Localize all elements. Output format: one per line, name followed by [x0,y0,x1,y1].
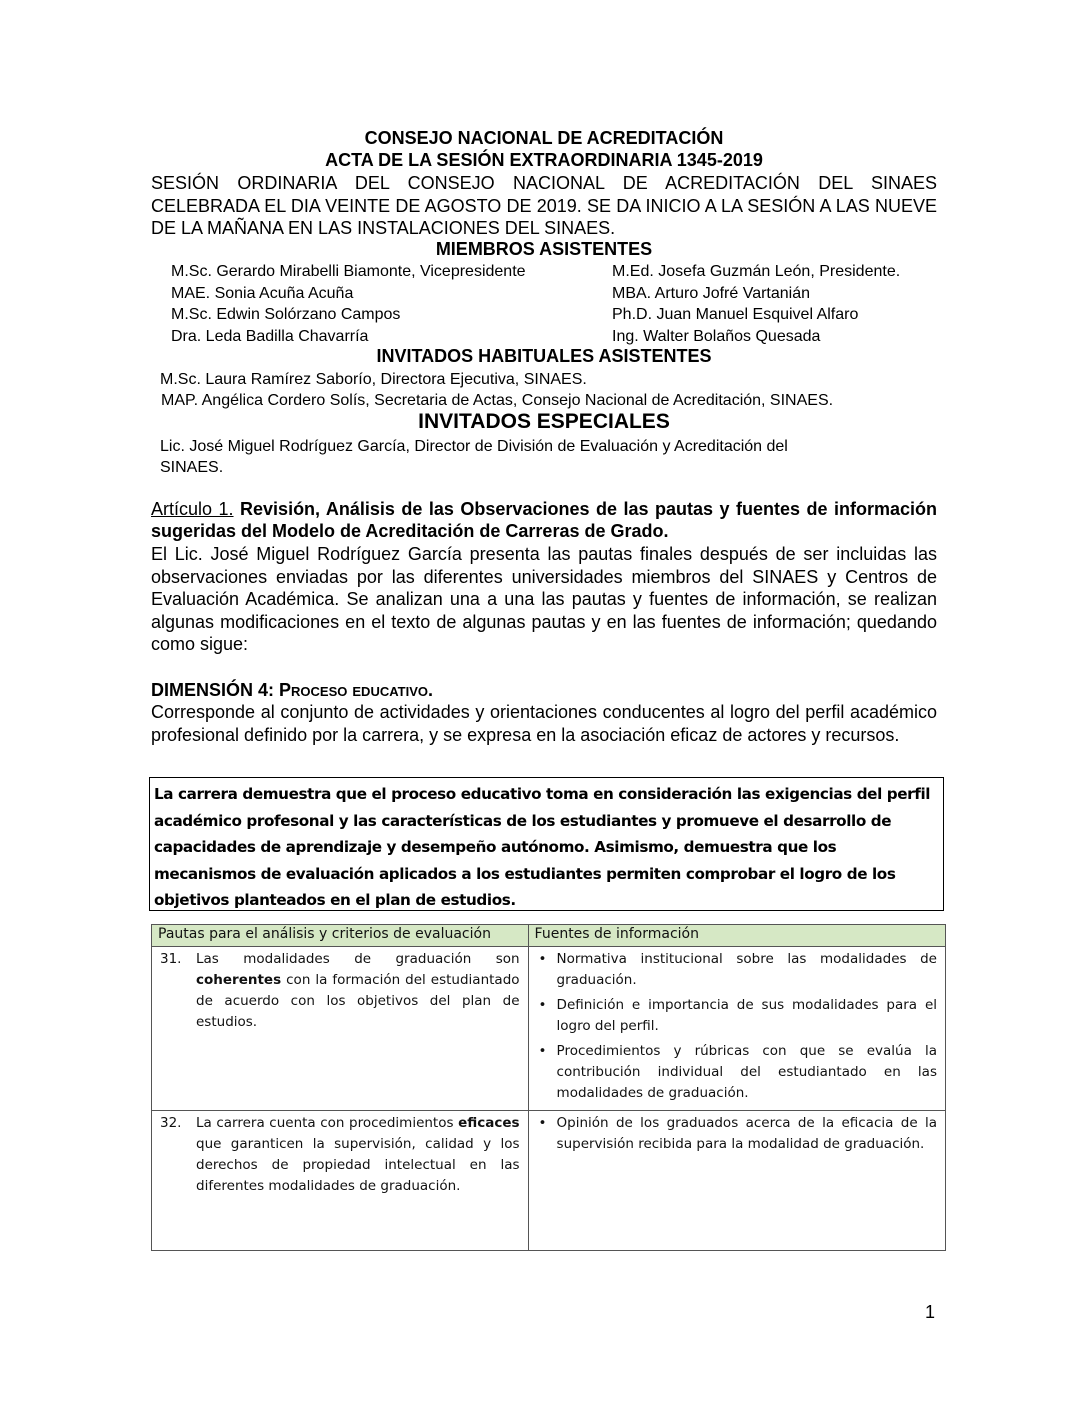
table-header-row [152,925,946,947]
guests-list [160,369,833,411]
member-name: MBA. Arturo Jofré Vartanián [612,284,811,302]
list-item: • Opinión de los graduados acerca de la eficacia de la supervisión recibida para la modalidad de graduación. [557,1113,937,1155]
special-guest-line: SINAES. [160,459,224,476]
article-body: El Lic. José Miguel Rodríguez García presenta las pautas finales después de ser incluidas las observaciones enviadas por las diferentes universidades miembros del SINAES y Centros de Evaluación Académica. Se analizan una a una las pautas y fuentes de información, se realizan algunas modificaciones en el texto de algunas pautas y en las fuentes de información; quedando como sigue: [151,544,937,654]
session-intro: SESIÓN ORDINARIA DEL CONSEJO NACIONAL DE ACREDITACIÓN DEL SINAES CELEBRADA EL DIA VEINTE DE AGOSTO DE 2019. SE DA INICIO A LA SESIÓN A LAS NUEVE DE LA MAÑANA EN LAS INSTALACIONES DEL SINAES. [151,173,937,238]
members-right-column [612,261,900,347]
dimension-description: Corresponde al conjunto de actividades y orientaciones conducentes al logro del perfil académico profesional definido por la carrera, y se expresa en la asociación eficaz de actores y recursos. [151,702,937,745]
member-name: M.Sc. Gerardo Mirabelli Biamonte, Vicepresidente [171,263,526,280]
member-name: Ing. Walter Bolaños Quesada [612,327,821,345]
list-item: • Definición e importancia de sus modalidades para el logro del perfil. [557,995,937,1037]
criterion-number: 32. [160,1115,182,1131]
guest-name: M.Sc. Laura Ramírez Saborío, Directora Ejecutiva, SINAES. [160,371,587,388]
list-item: • Procedimientos y rúbricas con que se evalúa la contribución individual del estudiantado en las modalidades de graduación. [557,1041,937,1104]
special-guests-list [160,436,788,478]
dimension-label: DIMENSIÓN 4: [151,680,275,700]
special-guest-line: Lic. José Miguel Rodríguez García, Director de División de Evaluación y Acreditación del [160,438,788,455]
sources-cell [528,947,945,1111]
article-heading [151,498,937,542]
page-number: 1 [925,1302,936,1322]
guest-name: MAP. Angélica Cordero Solís, Secretaria de Actas, Consejo Nacional de Acreditación, SINAES. [161,392,834,409]
sources-list [537,1113,937,1155]
guests-heading: INVITADOS HABITUALES ASISTENTES [376,346,712,366]
member-name: MAE. Sonia Acuña Acuña [171,284,354,302]
member-name: M.Ed. Josefa Guzmán León, Presidente. [612,263,901,280]
column-header-sources: Fuentes de información [528,925,945,947]
sources-cell [528,1111,945,1251]
column-header-criteria: Pautas para el análisis y criterios de evaluación [152,925,529,947]
criterion-text: Las modalidades de graduación son coherentes con la formación del estudiantado de acuerdo con los objetivos del plan de estudios. [196,951,520,1030]
council-title: CONSEJO NACIONAL DE ACREDITACIÓN [364,128,724,148]
article-title: Revisión, Análisis de las Observaciones de las pautas y fuentes de información sugeridas del Modelo de Acreditación de Carreras de Grado. [151,499,937,541]
member-name: M.Sc. Edwin Solórzano Campos [171,306,401,323]
standard-box: La carrera demuestra que el proceso educativo toma en consideración las exigencias del perfil académico profesonal y las características de los estudiantes y promueve el desarrollo de capacidades de aprendizaje y desempeño autónomo. Asimismo, demuestra que los mecanismos de evaluación aplicados a los estudiantes permiten comprobar el logro de los objetivos planteados en el plan de estudios. [149,777,944,911]
dimension-heading [151,679,937,702]
list-item: • Normativa institucional sobre las modalidades de graduación. [557,949,937,991]
special-guests-heading: INVITADOS ESPECIALES [418,410,670,433]
members-heading: MIEMBROS ASISTENTES [435,239,653,259]
criterion-cell [152,947,529,1111]
criterion-number: 31. [160,951,182,967]
table-row [152,947,946,1111]
member-name: Ph.D. Juan Manuel Esquivel Alfaro [612,306,859,323]
member-name: Dra. Leda Badilla Chavarría [171,327,369,345]
dimension-name: Proceso educativo. [279,680,433,700]
members-left-column [171,261,526,347]
act-title: ACTA DE LA SESIÓN EXTRAORDINARIA 1345-2019 [325,150,763,170]
table-row [152,1111,946,1251]
sources-list [537,949,937,1104]
article-label: Artículo 1. [151,499,234,519]
criteria-table [151,924,946,1251]
criterion-cell [152,1111,529,1251]
criterion-text: La carrera cuenta con procedimientos eficaces que garanticen la supervisión, calidad y los derechos de propiedad intelectual en las diferentes modalidades de graduación. [196,1115,520,1194]
